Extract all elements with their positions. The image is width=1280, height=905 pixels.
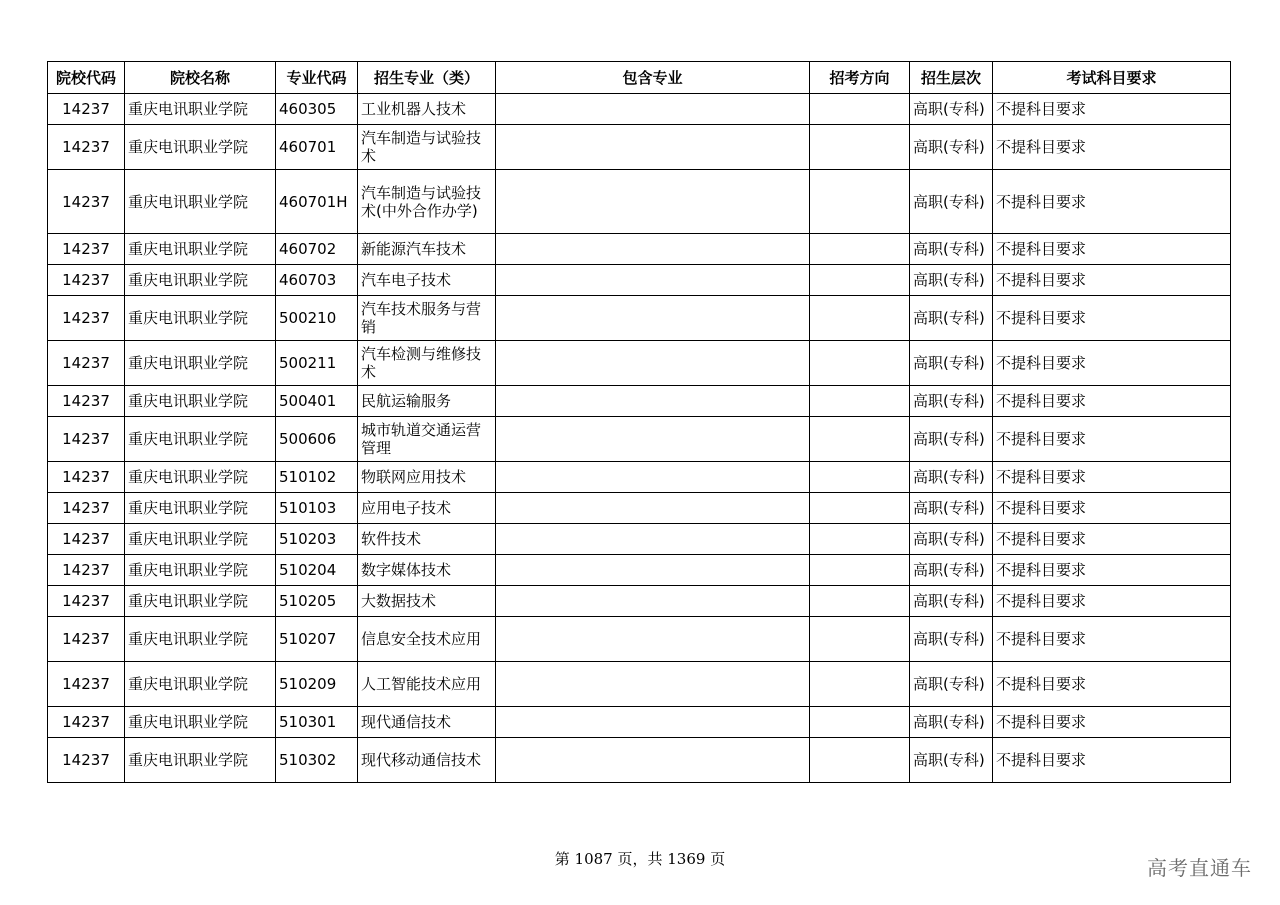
cell-included-majors (496, 707, 810, 738)
cell-major: 汽车制造与试验技术(中外合作办学) (358, 170, 496, 234)
cell-level: 高职(专科) (910, 94, 993, 125)
header-major-code: 专业代码 (276, 62, 358, 94)
cell-school-name: 重庆电讯职业学院 (125, 524, 276, 555)
cell-major-code: 510209 (276, 662, 358, 707)
cell-school-code: 14237 (48, 296, 125, 341)
cell-school-code: 14237 (48, 462, 125, 493)
cell-major: 城市轨道交通运营管理 (358, 417, 496, 462)
cell-major-code: 460702 (276, 234, 358, 265)
table-row (48, 417, 1231, 462)
table-row (48, 386, 1231, 417)
cell-included-majors (496, 386, 810, 417)
cell-direction (810, 617, 910, 662)
cell-school-name: 重庆电讯职业学院 (125, 462, 276, 493)
cell-level: 高职(专科) (910, 265, 993, 296)
cell-major: 汽车制造与试验技术 (358, 125, 496, 170)
cell-school-name: 重庆电讯职业学院 (125, 417, 276, 462)
cell-major-code: 460305 (276, 94, 358, 125)
cell-school-code: 14237 (48, 170, 125, 234)
cell-level: 高职(专科) (910, 586, 993, 617)
table-row (48, 493, 1231, 524)
cell-exam-requirement: 不提科目要求 (993, 296, 1231, 341)
cell-school-name: 重庆电讯职业学院 (125, 386, 276, 417)
cell-major: 汽车技术服务与营销 (358, 296, 496, 341)
cell-direction (810, 662, 910, 707)
cell-school-code: 14237 (48, 417, 125, 462)
cell-school-name: 重庆电讯职业学院 (125, 738, 276, 783)
cell-school-name: 重庆电讯职业学院 (125, 170, 276, 234)
cell-school-code: 14237 (48, 341, 125, 386)
cell-school-name: 重庆电讯职业学院 (125, 662, 276, 707)
cell-school-name: 重庆电讯职业学院 (125, 341, 276, 386)
cell-school-code: 14237 (48, 586, 125, 617)
cell-exam-requirement: 不提科目要求 (993, 170, 1231, 234)
header-exam-requirement: 考试科目要求 (993, 62, 1231, 94)
cell-exam-requirement: 不提科目要求 (993, 586, 1231, 617)
cell-major: 现代通信技术 (358, 707, 496, 738)
table-row (48, 617, 1231, 662)
cell-direction (810, 555, 910, 586)
cell-major-code: 460703 (276, 265, 358, 296)
cell-direction (810, 296, 910, 341)
header-school-code: 院校代码 (48, 62, 125, 94)
table-row (48, 296, 1231, 341)
cell-major-code: 500401 (276, 386, 358, 417)
table-row (48, 738, 1231, 783)
cell-major-code: 460701 (276, 125, 358, 170)
cell-included-majors (496, 662, 810, 707)
table-row (48, 462, 1231, 493)
cell-exam-requirement: 不提科目要求 (993, 386, 1231, 417)
cell-school-code: 14237 (48, 555, 125, 586)
cell-level: 高职(专科) (910, 707, 993, 738)
cell-direction (810, 524, 910, 555)
cell-direction (810, 707, 910, 738)
table-row (48, 524, 1231, 555)
cell-exam-requirement: 不提科目要求 (993, 617, 1231, 662)
cell-major: 应用电子技术 (358, 493, 496, 524)
cell-major: 民航运输服务 (358, 386, 496, 417)
cell-school-name: 重庆电讯职业学院 (125, 707, 276, 738)
cell-direction (810, 265, 910, 296)
table-header-row (48, 62, 1231, 94)
cell-direction (810, 94, 910, 125)
cell-exam-requirement: 不提科目要求 (993, 94, 1231, 125)
table-row (48, 265, 1231, 296)
cell-major-code: 460701H (276, 170, 358, 234)
cell-direction (810, 234, 910, 265)
table-row (48, 170, 1231, 234)
cell-school-name: 重庆电讯职业学院 (125, 296, 276, 341)
header-major: 招生专业（类） (358, 62, 496, 94)
cell-major-code: 510203 (276, 524, 358, 555)
cell-major-code: 510302 (276, 738, 358, 783)
cell-level: 高职(专科) (910, 296, 993, 341)
cell-included-majors (496, 417, 810, 462)
cell-included-majors (496, 738, 810, 783)
cell-exam-requirement: 不提科目要求 (993, 707, 1231, 738)
cell-school-name: 重庆电讯职业学院 (125, 94, 276, 125)
cell-major-code: 510301 (276, 707, 358, 738)
cell-major-code: 510205 (276, 586, 358, 617)
cell-major: 汽车检测与维修技术 (358, 341, 496, 386)
cell-level: 高职(专科) (910, 462, 993, 493)
cell-exam-requirement: 不提科目要求 (993, 125, 1231, 170)
cell-included-majors (496, 296, 810, 341)
cell-major: 现代移动通信技术 (358, 738, 496, 783)
cell-exam-requirement: 不提科目要求 (993, 662, 1231, 707)
cell-included-majors (496, 493, 810, 524)
cell-direction (810, 493, 910, 524)
cell-major: 物联网应用技术 (358, 462, 496, 493)
cell-major: 大数据技术 (358, 586, 496, 617)
cell-included-majors (496, 524, 810, 555)
cell-direction (810, 586, 910, 617)
cell-exam-requirement: 不提科目要求 (993, 555, 1231, 586)
table-row (48, 662, 1231, 707)
cell-major: 数字媒体技术 (358, 555, 496, 586)
cell-level: 高职(专科) (910, 386, 993, 417)
cell-direction (810, 341, 910, 386)
header-direction: 招考方向 (810, 62, 910, 94)
cell-level: 高职(专科) (910, 662, 993, 707)
cell-level: 高职(专科) (910, 170, 993, 234)
watermark-text: 高考直通车 (1147, 856, 1252, 880)
cell-direction (810, 170, 910, 234)
cell-level: 高职(专科) (910, 524, 993, 555)
table-row (48, 586, 1231, 617)
cell-school-name: 重庆电讯职业学院 (125, 493, 276, 524)
cell-included-majors (496, 234, 810, 265)
cell-included-majors (496, 265, 810, 296)
table-row (48, 555, 1231, 586)
cell-school-code: 14237 (48, 94, 125, 125)
cell-included-majors (496, 125, 810, 170)
cell-included-majors (496, 617, 810, 662)
cell-level: 高职(专科) (910, 234, 993, 265)
cell-major-code: 500606 (276, 417, 358, 462)
cell-level: 高职(专科) (910, 493, 993, 524)
cell-direction (810, 125, 910, 170)
cell-major-code: 510204 (276, 555, 358, 586)
cell-major-code: 510102 (276, 462, 358, 493)
cell-major: 信息安全技术应用 (358, 617, 496, 662)
cell-direction (810, 462, 910, 493)
admissions-table (47, 61, 1231, 783)
cell-included-majors (496, 462, 810, 493)
cell-school-name: 重庆电讯职业学院 (125, 617, 276, 662)
cell-exam-requirement: 不提科目要求 (993, 738, 1231, 783)
header-included-majors: 包含专业 (496, 62, 810, 94)
cell-major: 人工智能技术应用 (358, 662, 496, 707)
cell-major: 汽车电子技术 (358, 265, 496, 296)
cell-school-code: 14237 (48, 265, 125, 296)
cell-exam-requirement: 不提科目要求 (993, 462, 1231, 493)
cell-included-majors (496, 94, 810, 125)
cell-school-code: 14237 (48, 125, 125, 170)
cell-school-code: 14237 (48, 707, 125, 738)
cell-exam-requirement: 不提科目要求 (993, 417, 1231, 462)
cell-major-code: 510207 (276, 617, 358, 662)
page-number: 第 1087 页，共 1369 页 (554, 850, 726, 868)
cell-exam-requirement: 不提科目要求 (993, 493, 1231, 524)
cell-major-code: 500210 (276, 296, 358, 341)
cell-school-name: 重庆电讯职业学院 (125, 234, 276, 265)
cell-direction (810, 386, 910, 417)
table-body (48, 94, 1231, 783)
cell-level: 高职(专科) (910, 341, 993, 386)
cell-level: 高职(专科) (910, 555, 993, 586)
cell-exam-requirement: 不提科目要求 (993, 341, 1231, 386)
cell-major-code: 500211 (276, 341, 358, 386)
cell-level: 高职(专科) (910, 738, 993, 783)
cell-school-code: 14237 (48, 524, 125, 555)
header-school-name: 院校名称 (125, 62, 276, 94)
cell-included-majors (496, 170, 810, 234)
cell-level: 高职(专科) (910, 417, 993, 462)
cell-school-name: 重庆电讯职业学院 (125, 265, 276, 296)
cell-major: 工业机器人技术 (358, 94, 496, 125)
cell-school-name: 重庆电讯职业学院 (125, 555, 276, 586)
cell-exam-requirement: 不提科目要求 (993, 265, 1231, 296)
table-row (48, 234, 1231, 265)
cell-exam-requirement: 不提科目要求 (993, 234, 1231, 265)
cell-school-name: 重庆电讯职业学院 (125, 586, 276, 617)
cell-included-majors (496, 586, 810, 617)
cell-level: 高职(专科) (910, 617, 993, 662)
cell-major: 新能源汽车技术 (358, 234, 496, 265)
cell-school-code: 14237 (48, 234, 125, 265)
cell-school-name: 重庆电讯职业学院 (125, 125, 276, 170)
cell-included-majors (496, 341, 810, 386)
cell-school-code: 14237 (48, 662, 125, 707)
cell-included-majors (496, 555, 810, 586)
table-row (48, 707, 1231, 738)
cell-level: 高职(专科) (910, 125, 993, 170)
header-level: 招生层次 (910, 62, 993, 94)
table-row (48, 94, 1231, 125)
table-row (48, 125, 1231, 170)
cell-major: 软件技术 (358, 524, 496, 555)
cell-school-code: 14237 (48, 493, 125, 524)
cell-school-code: 14237 (48, 617, 125, 662)
cell-school-code: 14237 (48, 386, 125, 417)
cell-direction (810, 417, 910, 462)
cell-major-code: 510103 (276, 493, 358, 524)
cell-direction (810, 738, 910, 783)
table-row (48, 341, 1231, 386)
cell-school-code: 14237 (48, 738, 125, 783)
cell-exam-requirement: 不提科目要求 (993, 524, 1231, 555)
